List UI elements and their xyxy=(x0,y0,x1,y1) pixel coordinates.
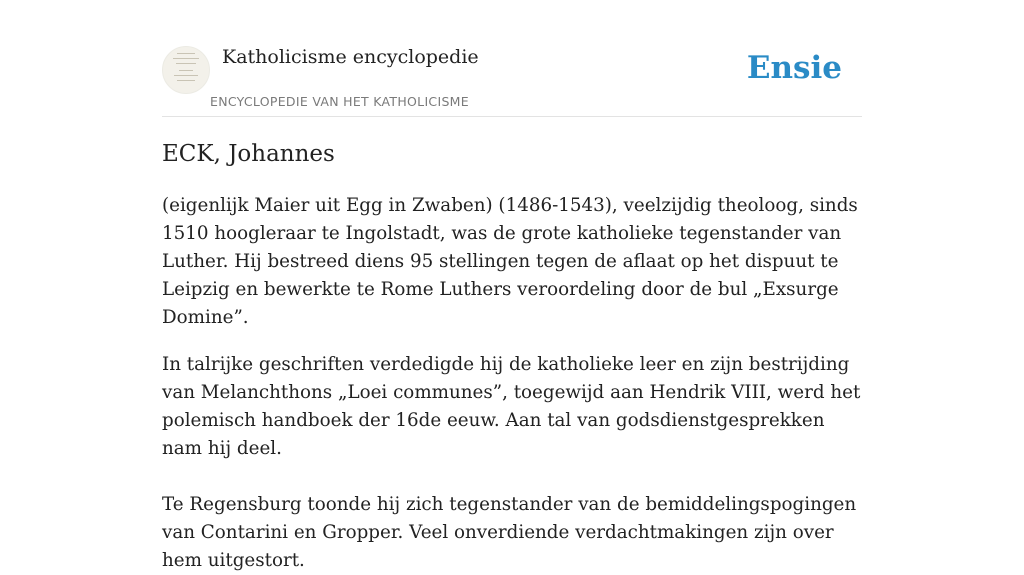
encyclopedia-logo[interactable] xyxy=(162,46,210,94)
site-subtitle: ENCYCLOPEDIE VAN HET KATHOLICISME xyxy=(210,94,469,109)
site-header xyxy=(162,40,862,117)
article-paragraph: In talrijke geschriften verdedigde hij de katholieke leer en zijn bestrijding van Melanchthons „Loei communes”, toegewijd aan Hendrik VIII, werd het polemisch handboek der 16de eeuw. Aan tal van godsdienstgesprekken nam hij deel. xyxy=(162,354,861,459)
article-paragraph: Te Regensburg toonde hij zich tegenstander van de bemiddelingspogingen van Contarini en Gropper. Veel onverdiende verdachtmakingen zijn over hem uitgestort. xyxy=(162,494,857,571)
article-paragraph: (eigenlijk Maier uit Egg in Zwaben) (1486-1543), veelzijdig theoloog, sinds 1510 hoogleraar te Ingolstadt, was de grote katholieke tegenstander van Luther. Hij bestreed diens 95 stellingen tegen de aflaat op het dispuut te Leipzig en bewerkte te Rome Luthers veroordeling door de bul „Exsurge Domine”. xyxy=(162,195,858,328)
site-title[interactable]: Katholicisme encyclopedie xyxy=(222,46,479,68)
article-title: ECK, Johannes xyxy=(162,141,335,167)
article xyxy=(162,138,867,575)
brand-link[interactable]: Ensie xyxy=(746,50,842,86)
